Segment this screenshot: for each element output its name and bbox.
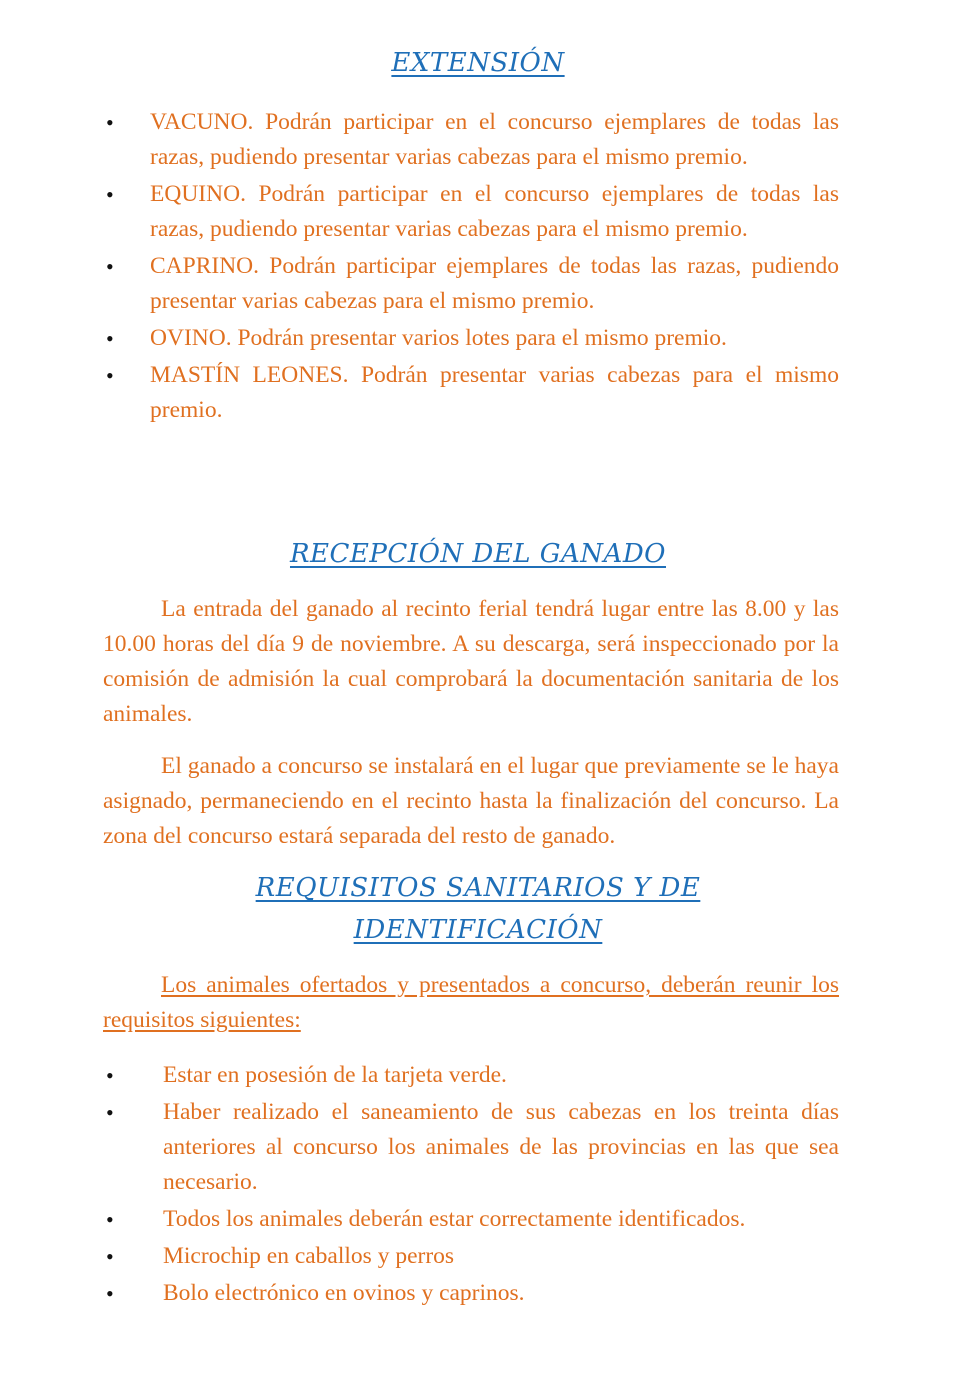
requirements-intro xyxy=(103,968,839,1038)
list-item xyxy=(0,1202,956,1237)
bullet-icon: • xyxy=(106,1100,114,1125)
bullet-icon: • xyxy=(106,326,114,351)
list-item xyxy=(0,105,956,175)
bullet-icon: • xyxy=(106,363,114,388)
reception-paragraph-2: El ganado a concurso se instalará en el lugar que previamente se le haya asignado, permaneciendo en el recinto hasta la finalización del concurso. La zona del concurso estará separada del resto de ganado. xyxy=(103,753,839,849)
heading-requirements-line-2: IDENTIFICACIÓN xyxy=(353,915,603,945)
list-item xyxy=(0,177,956,247)
heading-requirements-line-1: REQUISITOS SANITARIOS Y DE xyxy=(255,873,701,903)
list-item-text: Microchip en caballos y perros xyxy=(163,1243,455,1269)
bullet-icon: • xyxy=(106,182,114,207)
list-item-text: Estar en posesión de la tarjeta verde. xyxy=(163,1062,507,1088)
reception-paragraph-1: La entrada del ganado al recinto ferial tendrá lugar entre las 8.00 y las 10.00 horas del día 9 de noviembre. A su descarga, será inspeccionado por la comisión de admisión la cual comprobará la documentación sanitaria de los animales. xyxy=(103,596,839,727)
list-item-text: MASTÍN LEONES. Podrán presentar varias cabezas para el mismo premio. xyxy=(150,362,839,423)
list-item xyxy=(0,249,956,319)
extension-list xyxy=(0,105,956,430)
list-item xyxy=(0,321,956,356)
bullet-icon: • xyxy=(106,254,114,279)
list-item-text: VACUNO. Podrán participar en el concurso ejemplares de todas las razas, pudiendo presentar varias cabezas para el mismo premio. xyxy=(150,109,839,170)
list-item-text: OVINO. Podrán presentar varios lotes para el mismo premio. xyxy=(150,325,727,351)
requirements-intro-text: Los animales ofertados y presentados a concurso, deberán reunir los requisitos siguientes: xyxy=(103,972,839,1033)
list-item-text: CAPRINO. Podrán participar ejemplares de todas las razas, pudiendo presentar varias cabezas para el mismo premio. xyxy=(150,253,839,314)
list-item xyxy=(0,1239,956,1274)
requirements-list xyxy=(0,1058,956,1313)
list-item xyxy=(0,1058,956,1093)
bullet-icon: • xyxy=(106,1207,114,1232)
bullet-icon: • xyxy=(106,1281,114,1306)
bullet-icon: • xyxy=(106,1244,114,1269)
heading-reception: RECEPCIÓN DEL GANADO xyxy=(289,539,666,569)
list-item-text: Todos los animales deberán estar correctamente identificados. xyxy=(163,1206,746,1232)
bullet-icon: • xyxy=(106,1063,114,1088)
list-item-text: EQUINO. Podrán participar en el concurso ejemplares de todas las razas, pudiendo presentar varias cabezas para el mismo premio. xyxy=(150,181,839,242)
list-item-text: Bolo electrónico en ovinos y caprinos. xyxy=(163,1280,525,1306)
list-item xyxy=(0,358,956,428)
list-item-text: Haber realizado el saneamiento de sus cabezas en los treinta días anteriores al concurso los animales de las provincias en las que sea necesario. xyxy=(163,1099,839,1195)
bullet-icon: • xyxy=(106,110,114,135)
list-item xyxy=(0,1276,956,1311)
heading-extension: EXTENSIÓN xyxy=(391,48,565,78)
list-item xyxy=(0,1095,956,1200)
